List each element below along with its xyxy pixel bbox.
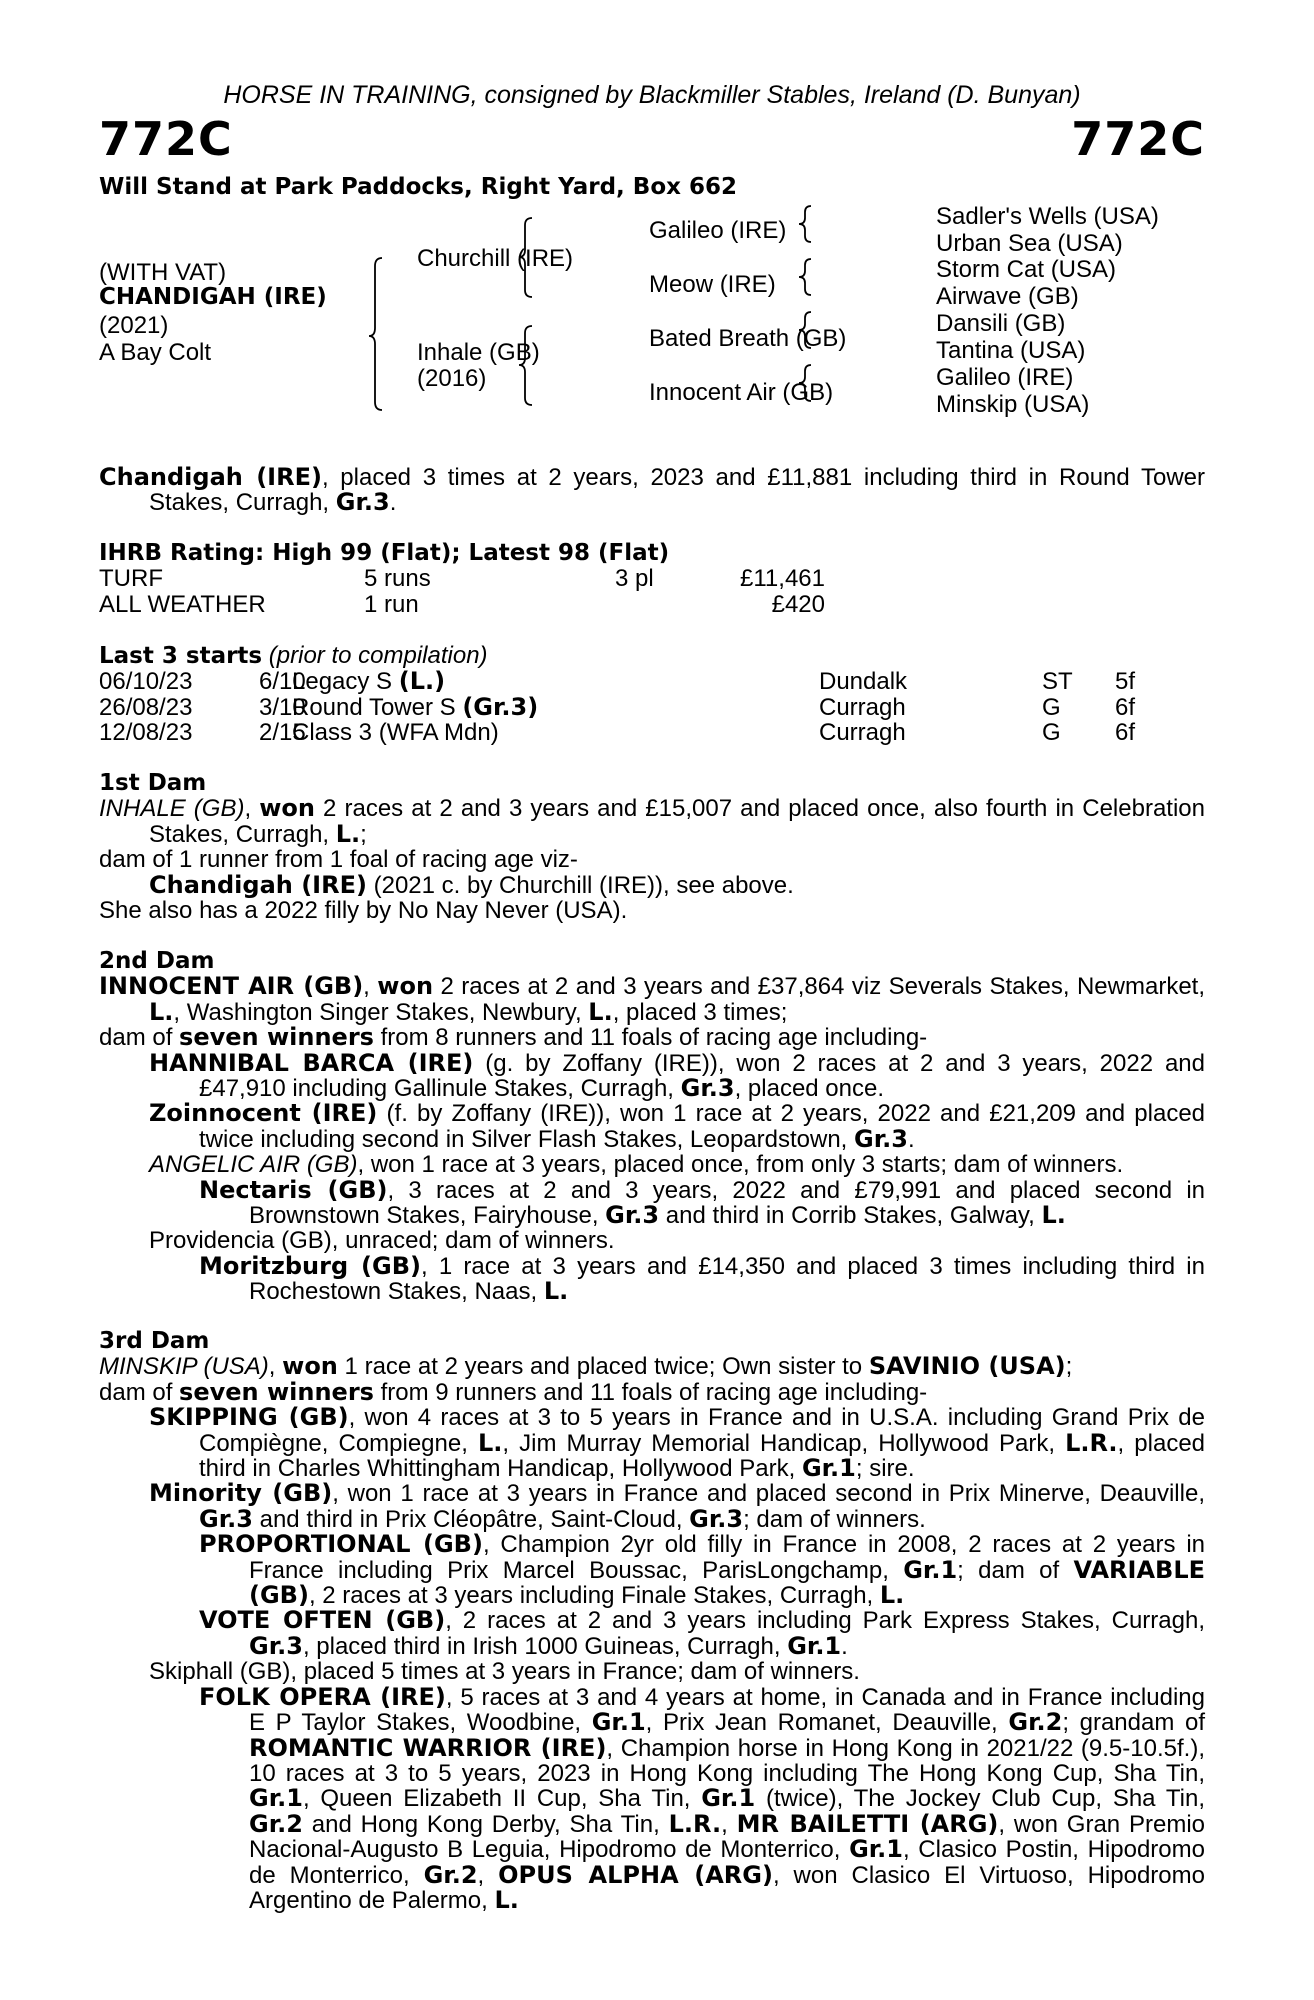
last-starts: Last 3 starts (prior to compilation) 06/10/23 6/10 Legacy S (L.) Dundalk ST 5f 26/08/23 3/10 Round Tower S (Gr.3) Curragh G 6f 12/08/23 2/15 Class 3 (WFA Mdn) Curragh G 6f [99, 643, 1205, 746]
bracket-galileo [799, 206, 811, 242]
dam-sire: Bated Breath (GB) [649, 325, 847, 352]
start-row: 06/10/23 6/10 Legacy S (L.) Dundalk ST 5f [99, 667, 1136, 696]
start-row: 26/08/23 3/10 Round Tower S (Gr.3) Curragh G 6f [99, 692, 1136, 721]
summary-name: Chandigah (IRE) [99, 463, 322, 491]
gen3-8: Minskip (USA) [936, 391, 1090, 418]
dam-name: Inhale (GB) [417, 339, 540, 366]
lot-number-left: 772C [99, 112, 233, 166]
rating-row: TURF 5 runs 3 pl £11,461 [99, 565, 825, 593]
first-dam-title: 1st Dam [99, 770, 207, 796]
dam-dam: Innocent Air (GB) [649, 379, 834, 406]
pedigree-table [99, 200, 1205, 425]
horse-description: A Bay Colt [99, 339, 212, 366]
lot-number-right: 772C [1071, 112, 1205, 166]
third-dam-title: 3rd Dam [99, 1328, 210, 1354]
sire-sire: Galileo (IRE) [649, 217, 787, 244]
bracket-horse [369, 258, 382, 410]
horse-name: CHANDIGAH (IRE) [99, 284, 327, 310]
bracket-meow [799, 259, 811, 295]
starts-title: Last 3 starts [99, 643, 263, 669]
start-row: 12/08/23 2/15 Class 3 (WFA Mdn) Curragh G 6f [99, 719, 1136, 747]
rating-title: IHRB Rating: High 99 (Flat); Latest 98 (Flat) [99, 540, 670, 566]
race-summary: Chandigah (IRE), placed 3 times at 2 years, 2023 and £11,881 including third in Round Tower Stakes, Curragh, Gr.3. [99, 463, 1205, 517]
rating-section [99, 541, 1205, 617]
rating-row: ALL WEATHER 1 run £420 [99, 590, 825, 618]
gen3-6: Tantina (USA) [936, 337, 1086, 364]
vat-note: (WITH VAT) [99, 259, 227, 286]
dam-year: (2016) [417, 365, 487, 392]
second-dam-title: 2nd Dam [99, 948, 215, 974]
gen3-1: Sadler's Wells (USA) [936, 203, 1159, 230]
sire-dam: Meow (IRE) [649, 271, 776, 298]
gen3-7: Galileo (IRE) [936, 364, 1074, 391]
first-dam: 1st Dam INHALE (GB), won 2 races at 2 and 3 years and £15,007 and placed once, also fourth in Celebration Stakes, Curragh, L.; dam of 1 runner from 1 foal of racing age viz- Chandigah (IRE) (2021 c. by Churchill (IRE)), see above. She also has a 2022 filly by No Nay Never (USA). [99, 770, 1205, 925]
stand-location: Will Stand at Park Paddocks, Right Yard, Box 662 [99, 174, 737, 200]
second-dam: 2nd Dam INNOCENT AIR (GB), won 2 races at 2 and 3 years and £37,864 viz Severals Stakes, Newmarket, L., Washington Singer Stakes, Newbury, L., placed 3 times; dam of seven winners from 8 runners and 11 foals of racing age including- HANNIBAL BARCA (IRE) (g. by Zoffany (IRE)), won 2 races at 2 and 3 years, 2022 and £47,910 including Gallinule Stakes, Curragh, Gr.3, placed once. Zoinnocent (IRE) (f. by Zoffany (IRE)), won 1 race at 2 years, 2022 and £21,209 and placed twice including second in Silver Flash Stakes, Leopardstown, Gr.3. ANGELIC AIR (GB), won 1 race at 3 years, placed once, from only 3 starts; dam of winners. Nectaris (GB), 3 races at 2 and 3 years, 2022 and £79,991 and placed second in Brownstown Stakes, Fairyhouse, Gr.3 and third in Corrib Stakes, Galway, L. Providencia (GB), unraced; dam of winners. Moritzburg (GB), 1 race at 3 years and £14,350 and placed 3 times including third in Rochestown Stakes, Naas, L. [99, 948, 1206, 1306]
sire-name: Churchill (IRE) [417, 245, 574, 272]
gen3-5: Dansili (GB) [936, 310, 1066, 337]
gen3-3: Storm Cat (USA) [936, 256, 1117, 283]
consignment-line: HORSE IN TRAINING, consigned by Blackmiller Stables, Ireland (D. Bunyan) [223, 81, 1081, 109]
gen3-4: Airwave (GB) [936, 283, 1079, 310]
third-dam: 3rd Dam MINSKIP (USA), won 1 race at 2 years and placed twice; Own sister to SAVINIO (USA); dam of seven winners from 9 runners and 11 foals of racing age including- SKIPPING (GB), won 4 races at 3 to 5 years in France and in U.S.A. including Grand Prix de Compiègne, Compiegne, L., Jim Murray Memorial Handicap, Hollywood Park, L.R., placed third in Charles Whittingham Handicap, Hollywood Park, Gr.1; sire. Minority (GB), won 1 race at 3 years in France and placed second in Prix Minerve, Deauville, Gr.3 and third in Prix Cléopâtre, Saint-Cloud, Gr.3; dam of winners. PROPORTIONAL (GB), Champion 2yr old filly in France in 2008, 2 races at 2 years in France including Prix Marcel Boussac, ParisLongchamp, Gr.1; dam of VARIABLE (GB), 2 races at 3 years including Finale Stakes, Curragh, L. VOTE OFTEN (GB), 2 races at 2 and 3 years including Park Express Stakes, Curragh, Gr.3, placed third in Irish 1000 Guineas, Curragh, Gr.1. Skiphall (GB), placed 5 times at 3 years in France; dam of winners. FOLK OPERA (IRE), 5 races at 3 and 4 years at home, in Canada and in France including E P Taylor Stakes, Woodbine, Gr.1, Prix Jean Romanet, Deauville, Gr.2; grandam of ROMANTIC WARRIOR (IRE), Champion horse in Hong Kong in 2021/22 (9.5-10.5f.), 10 races at 3 to 5 years, 2023 in Hong Kong including The Hong Kong Cup, Sha Tin, Gr.1, Queen Elizabeth II Cup, Sha Tin, Gr.1 (twice), The Jockey Club Cup, Sha Tin, Gr.2 and Hong Kong Derby, Sha Tin, L.R., MR BAILETTI (ARG), won Gran Premio Nacional-Augusto B Leguia, Hipodromo de Monterrico, Gr.1, Clasico Postin, Hipodromo de Monterrico, Gr.2, OPUS ALPHA (ARG), won Clasico El Virtuoso, Hipodromo Argentino de Palermo, L. [99, 1328, 1206, 1914]
gen3-2: Urban Sea (USA) [936, 230, 1123, 257]
foaling-year: (2021) [99, 312, 169, 339]
